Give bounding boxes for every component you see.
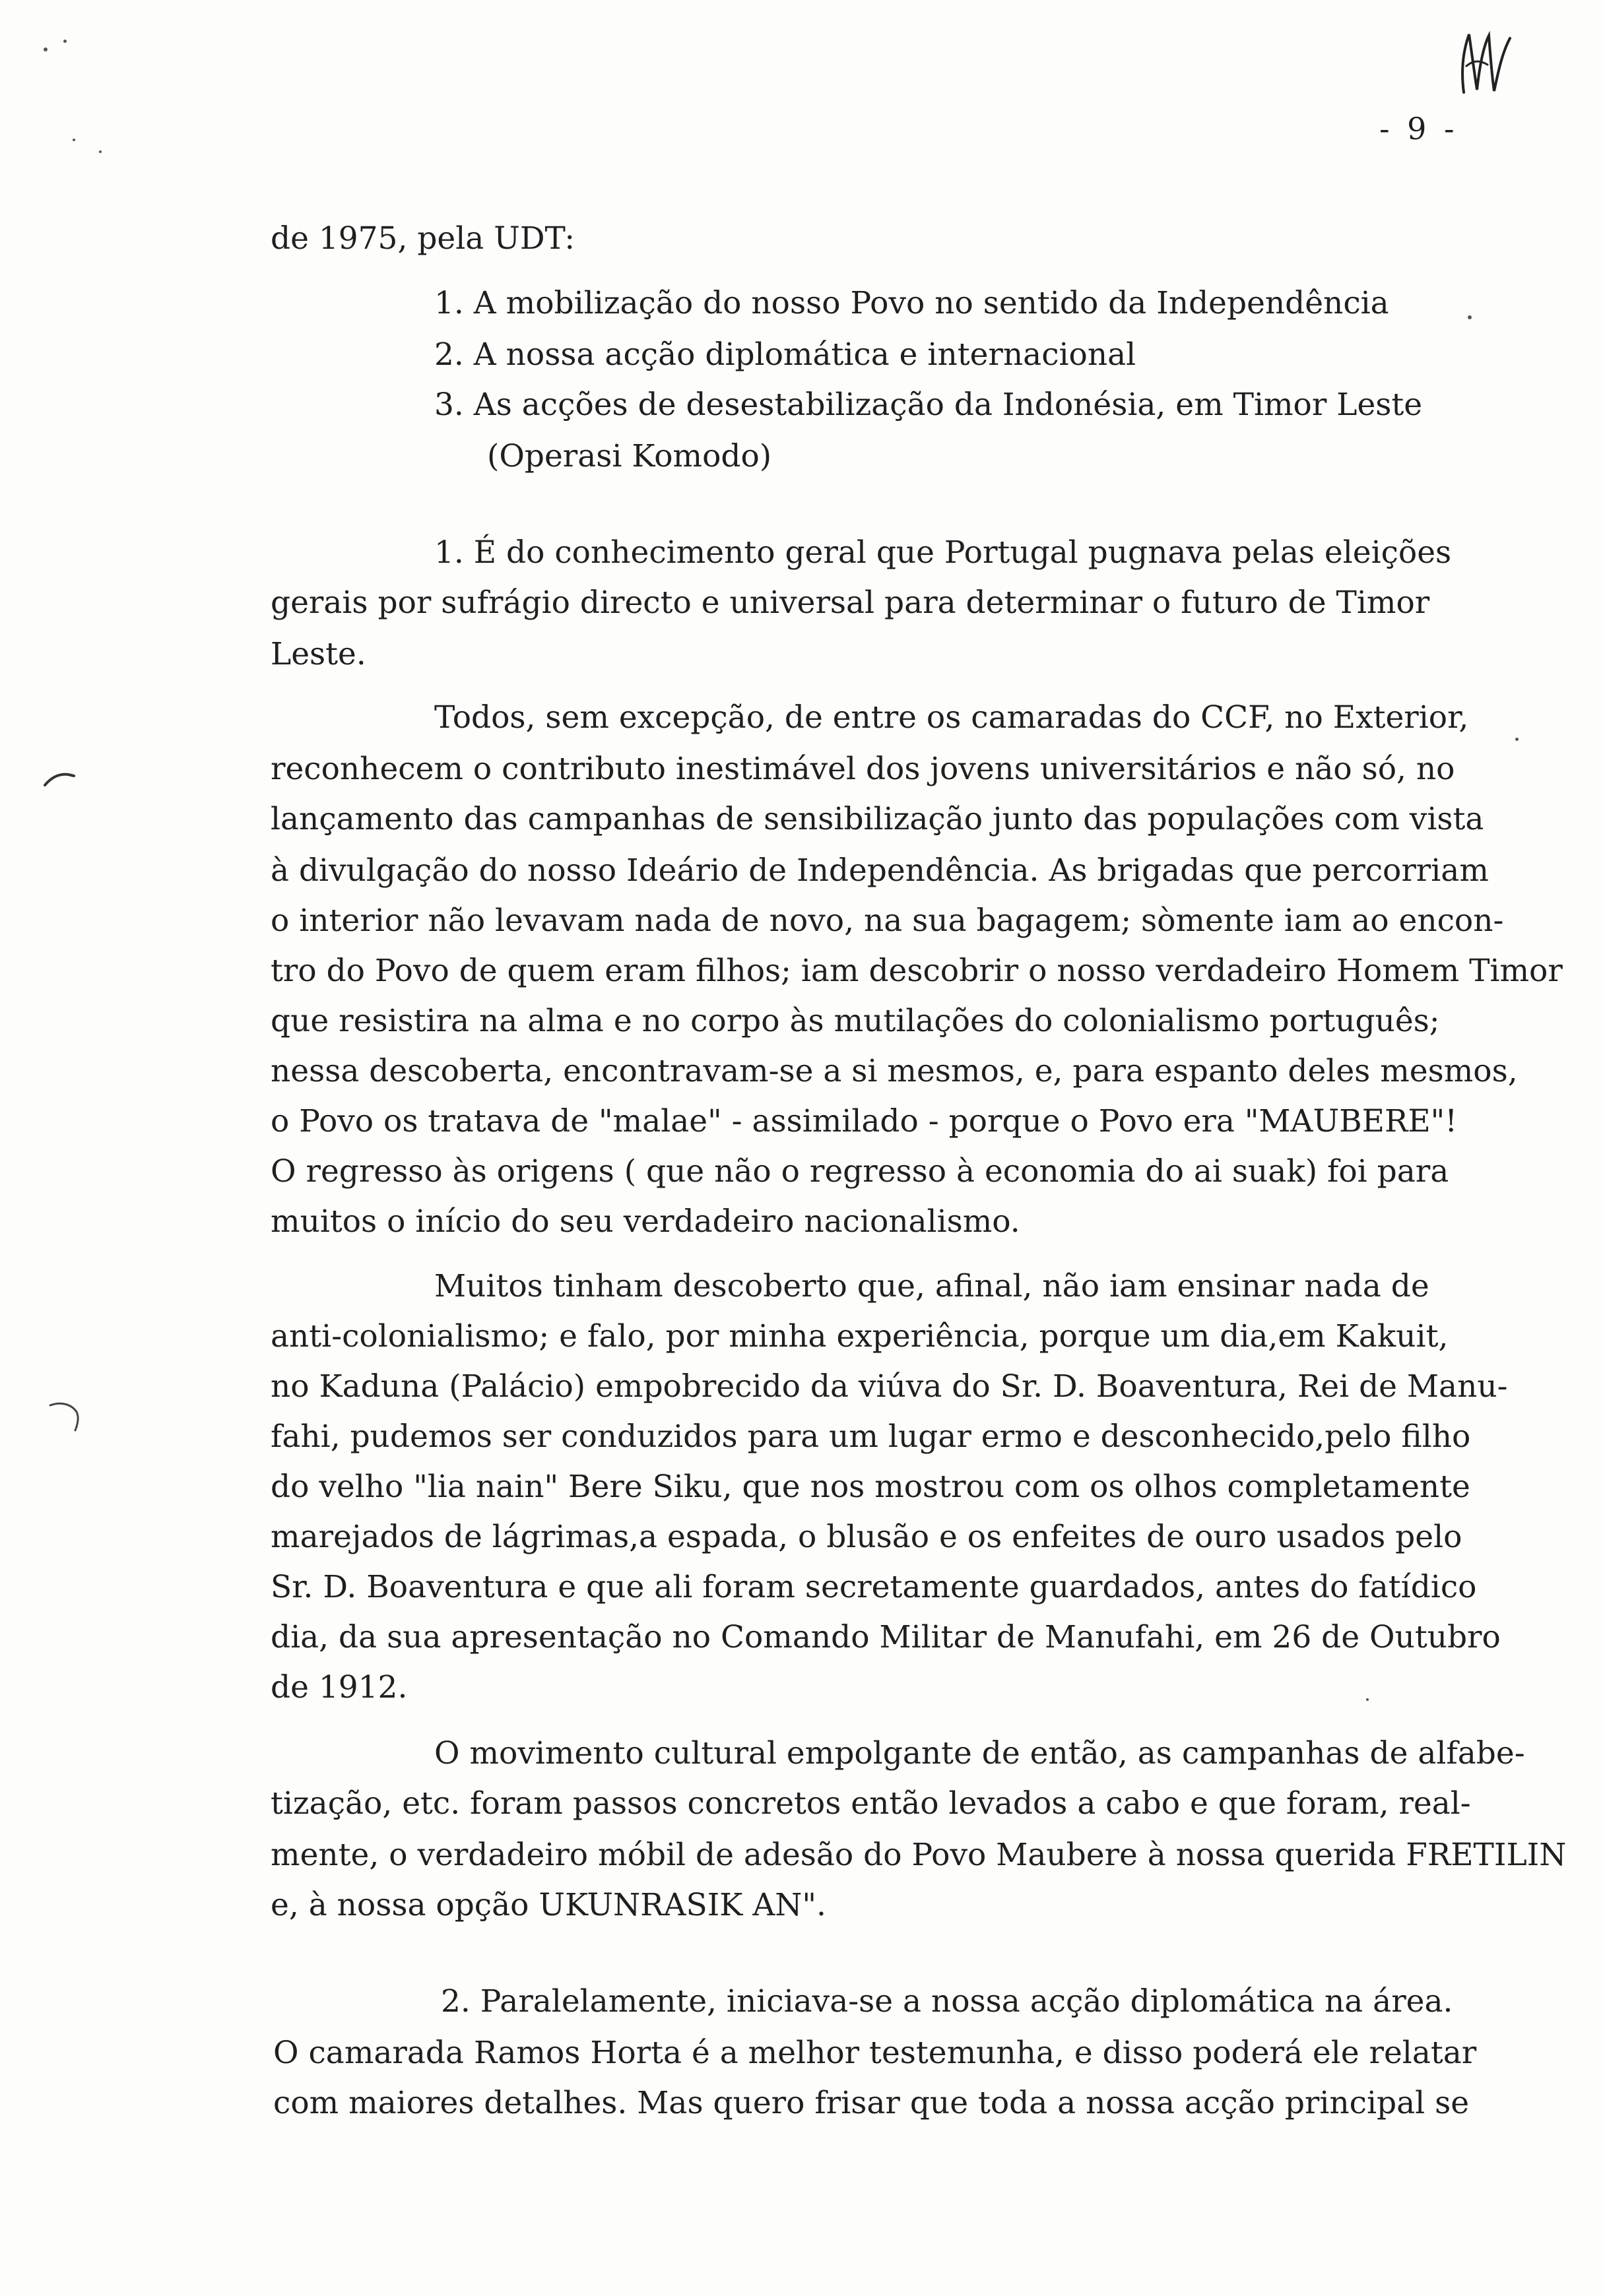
scan-speck [1515, 738, 1519, 741]
paragraph-line: dia, da sua apresentação no Comando Militar de Manufahi, em 26 de Outubro [271, 1619, 1501, 1655]
paragraph-line: Leste. [271, 636, 366, 672]
paragraph-line: Sr. D. Boaventura e que ali foram secretamente guardados, antes do fatídico [271, 1569, 1477, 1605]
list-item: 2. A nossa acção diplomática e internacional [434, 336, 1136, 373]
handwritten-initials [1455, 26, 1518, 99]
paragraph-line: à divulgação do nosso Ideário de Independência. As brigadas que percorriam [271, 852, 1489, 889]
paragraph-line: mente, o verdadeiro móbil de adesão do Povo Maubere à nossa querida FRETILIN [271, 1837, 1567, 1873]
paragraph-line: O movimento cultural empolgante de então, as campanhas de alfabe- [434, 1735, 1525, 1771]
paragraph-line: tro do Povo de quem eram filhos; iam descobrir o nosso verdadeiro Homem Timor [271, 953, 1563, 989]
margin-mark [40, 765, 86, 792]
list-item: (Operasi Komodo) [487, 438, 772, 474]
paragraph-line: lançamento das campanhas de sensibilização junto das populações com vista [271, 801, 1484, 837]
paragraph-line: Todos, sem excepção, de entre os camaradas do CCF, no Exterior, [434, 699, 1469, 736]
list-item: 1. A mobilização do nosso Povo no sentido da Independência [434, 285, 1389, 321]
paragraph-line: no Kaduna (Palácio) empobrecido da viúva do Sr. D. Boaventura, Rei de Manu- [271, 1368, 1508, 1405]
paragraph-line: marejados de lágrimas,a espada, o blusão e os enfeites de ouro usados pelo [271, 1519, 1462, 1555]
intro-line: de 1975, pela UDT: [271, 220, 575, 257]
paragraph-line: nessa descoberta, encontravam-se a si mesmos, e, para espanto deles mesmos, [271, 1053, 1518, 1089]
paragraph-line: O regresso às origens ( que não o regresso à economia do ai suak) foi para [271, 1153, 1449, 1190]
paragraph-line: de 1912. [271, 1669, 408, 1706]
scan-speck [73, 139, 75, 141]
margin-mark [46, 1397, 92, 1444]
scan-speck [99, 150, 102, 153]
paragraph-line: Muitos tinham descoberto que, afinal, não iam ensinar nada de [434, 1268, 1429, 1304]
paragraph-line: 2. Paralelamente, iniciava-se a nossa acção diplomática na área. [441, 1983, 1453, 2020]
scan-speck [63, 40, 67, 43]
paragraph-line: com maiores detalhes. Mas quero frisar que toda a nossa acção principal se [273, 2085, 1470, 2121]
paragraph-line: tização, etc. foram passos concretos então levados a cabo e que foram, real- [271, 1785, 1471, 1822]
paragraph-line: 1. É do conhecimento geral que Portugal pugnava pelas eleições [434, 534, 1452, 571]
scan-speck [1366, 1698, 1369, 1701]
paragraph-line: o Povo os tratava de "malae" - assimilado - porque o Povo era "MAUBERE"! [271, 1103, 1458, 1139]
paragraph-line: gerais por sufrágio directo e universal para determinar o futuro de Timor [271, 585, 1430, 621]
scan-speck [1468, 315, 1472, 319]
paragraph-line: O camarada Ramos Horta é a melhor testemunha, e disso poderá ele relatar [273, 2035, 1477, 2071]
paragraph-line: anti-colonialismo; e falo, por minha experiência, porque um dia,em Kakuit, [271, 1318, 1449, 1355]
paragraph-line: fahi, pudemos ser conduzidos para um lugar ermo e desconhecido,pelo filho [271, 1419, 1471, 1455]
list-item: 3. As acções de desestabilização da Indonésia, em Timor Leste [434, 387, 1423, 423]
paragraph-line: muitos o início do seu verdadeiro nacionalismo. [271, 1203, 1020, 1240]
paragraph-line: do velho "lia nain" Bere Siku, que nos mostrou com os olhos completamente [271, 1469, 1470, 1505]
paragraph-line: reconhecem o contributo inestimável dos jovens universitários e não só, no [271, 751, 1455, 787]
paragraph-line: e, à nossa opção UKUNRASIK AN". [271, 1887, 826, 1923]
paragraph-line: o interior não levavam nada de novo, na sua bagagem; sòmente iam ao encon- [271, 903, 1504, 939]
page-number: - 9 - [1379, 111, 1458, 146]
scan-speck [44, 48, 48, 51]
paragraph-line: que resistira na alma e no corpo às mutilações do colonialismo português; [271, 1003, 1440, 1039]
